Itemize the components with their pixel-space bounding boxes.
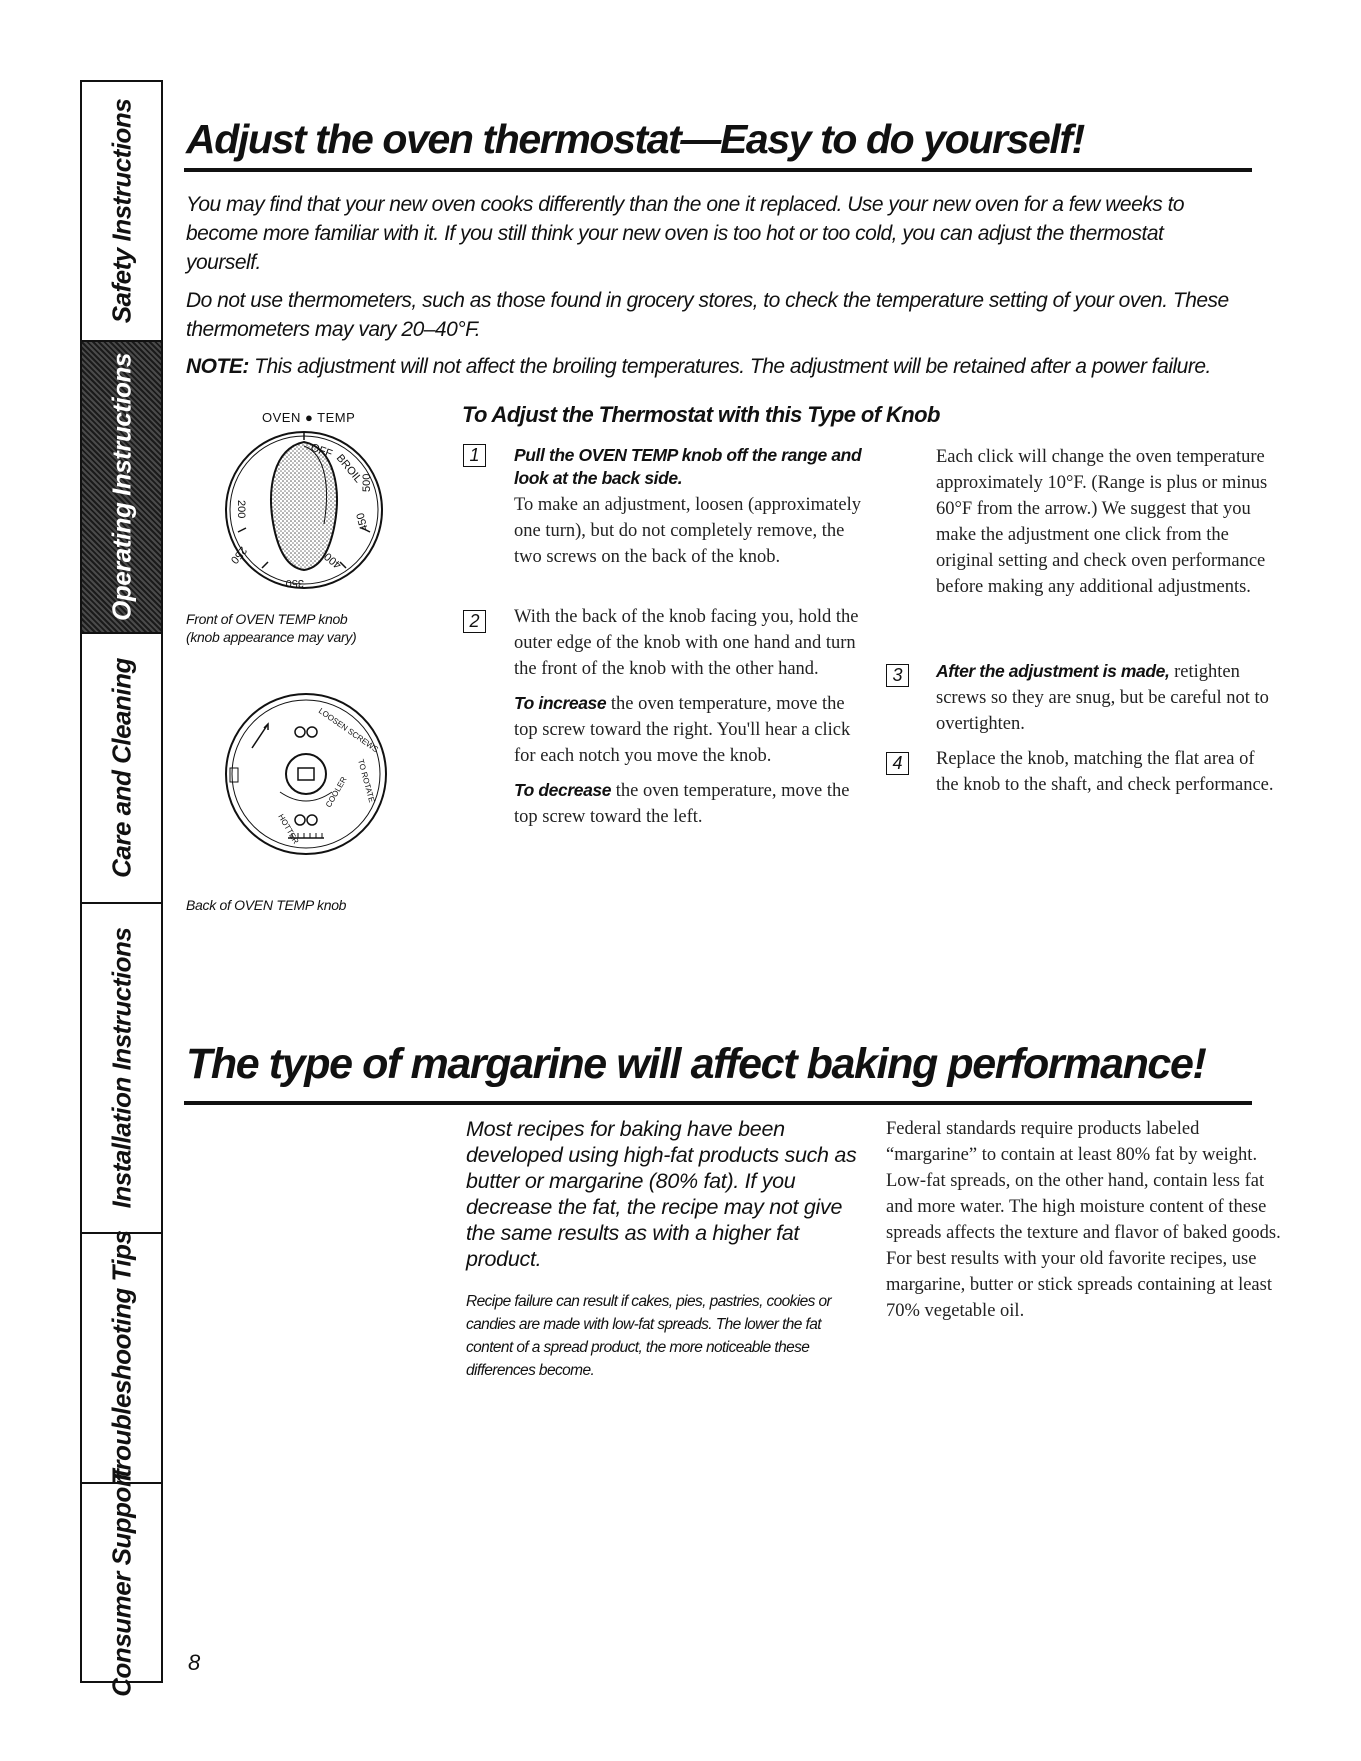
procedure-title: To Adjust the Thermostat with this Type of Knob [462,402,940,427]
ring-label-loosen: LOOSEN SCREWS [316,706,380,755]
page-number: 8 [188,1650,201,1675]
dial-label-200: 200 [235,500,247,519]
oven-temp-knob-back-illustration [222,688,390,860]
tab-label: Safety Instructions [106,98,136,324]
intro-paragraph: You may find that your new oven cooks differently than the one it replaced. Use your new oven for a few weeks to become more familiar with it. If you still think your new oven is too hot or too cold, you can adjust the thermostat yourself. [186,193,1185,274]
step-2 [514,604,869,830]
tab-safety-instructions[interactable] [82,82,161,342]
section-tabs [80,80,163,1697]
section-title: Adjust the oven thermostat—Easy to do yourself! [186,116,1084,162]
step-body: With the back of the knob facing you, hold the outer edge of the knob with one hand and turn the front of the knob with the other hand. [514,607,859,679]
margarine-body-paragraph: Federal standards require products labeled “margarine” to contain at least 80% fat by weight. Low-fat spreads, on the other hand, contain less fat and more water. The high moisture content of these spreads affects the texture and flavor of baked goods. For best results with your old favorite recipes, use margarine, butter or stick spreads containing at least 70% vegetable oil. [886,1119,1281,1321]
ring-label-hotter: HOTTER [276,812,301,846]
intro-paragraph: Do not use thermometers, such as those found in grocery stores, to check the temperature setting of your oven. These thermometers may vary 20–40°F. [186,289,1229,341]
dial-label-350: 350 [285,577,304,589]
note-label: NOTE: [186,355,249,378]
step-number: 3 [886,664,909,687]
knob-top-label: OVEN ● TEMP [262,410,356,425]
click-change-paragraph: Each click will change the oven temperature approximately 10°F. (Range is plus or minus 60°F from the arrow.) We suggest that you make the adjustment one click from the original setting and check oven performance before making any additional adjustments. [936,447,1268,597]
margarine-lead-paragraph: Most recipes for baking have been developed using high-fat products such as butter or margarine (80% fat). If you decrease the fat, the recipe may not give the same results as with a higher fat product. [466,1117,857,1271]
margarine-note-paragraph: Recipe failure can result if cakes, pies, pastries, cookies or candies are made with low-fat spreads. The lower the fat content of a spread product, the more noticeable these differences become. [466,1293,832,1379]
tab-troubleshooting-tips[interactable] [82,1230,161,1486]
caption-line: Front of OVEN TEMP knob [186,611,348,627]
increase-label: To increase [514,693,607,713]
increase-paragraph [514,690,869,769]
tab-care-and-cleaning[interactable] [82,634,161,904]
tab-consumer-support[interactable] [82,1468,161,1697]
tab-label: Operating Instructions [106,353,136,621]
title-rule [184,1101,1252,1105]
dial-label-off: OFF [308,441,334,461]
dial-label-500: 500 [361,473,373,492]
ring-label-cooler: COOLER [323,775,349,809]
step-4: Replace the knob, matching the flat area of the knob to the shaft, and check performance. [936,749,1274,795]
step-1 [514,444,869,570]
tab-installation-instructions[interactable] [82,904,161,1234]
caption-line: (knob appearance may vary) [186,629,357,645]
tab-label: Consumer Support [106,1468,136,1697]
step-number: 4 [886,752,909,775]
increase-text: the oven temperature, move the top screw toward the right. You'll hear a click for each notch you move the knob. [514,694,851,766]
step-number: 1 [463,444,486,467]
section-title: The type of margarine will affect baking performance! [186,1040,1206,1088]
dial-label-400: 400 [322,549,344,571]
step-number: 2 [463,610,486,633]
tab-label: Care and Cleaning [106,658,136,878]
dial-label-450: 450 [354,511,371,533]
ring-label-rotate: TO ROTATE [356,758,377,804]
decrease-paragraph [514,777,869,830]
oven-temp-knob-front-illustration [218,428,390,593]
note-text: This adjustment will not affect the broiling temperatures. The adjustment will be retained after a power failure. [248,355,1211,378]
tab-operating-instructions[interactable] [82,342,161,634]
step-3 [936,658,1276,737]
step-heading: After the adjustment is made, [936,661,1170,681]
note-paragraph [186,352,1246,381]
title-rule [184,168,1252,172]
knob-front-caption [186,610,386,646]
dial-label-broil: BROIL [333,452,365,486]
dial-label-250: 250 [227,544,249,566]
decrease-text: the oven temperature, move the top screw toward the left. [514,781,850,827]
step-body: retighten screws so they are snug, but be careful not to overtighten. [936,662,1269,734]
knob-back-caption: Back of OVEN TEMP knob [186,897,347,913]
decrease-label: To decrease [514,780,612,800]
step-body: To make an adjustment, loosen (approximately one turn), but do not completely remove, the two screws on the back of the knob. [514,495,862,567]
tab-label: Troubleshooting Tips [106,1230,136,1486]
tab-label: Installation Instructions [106,927,136,1209]
step-heading: Pull the OVEN TEMP knob off the range and look at the back side. [514,445,862,488]
